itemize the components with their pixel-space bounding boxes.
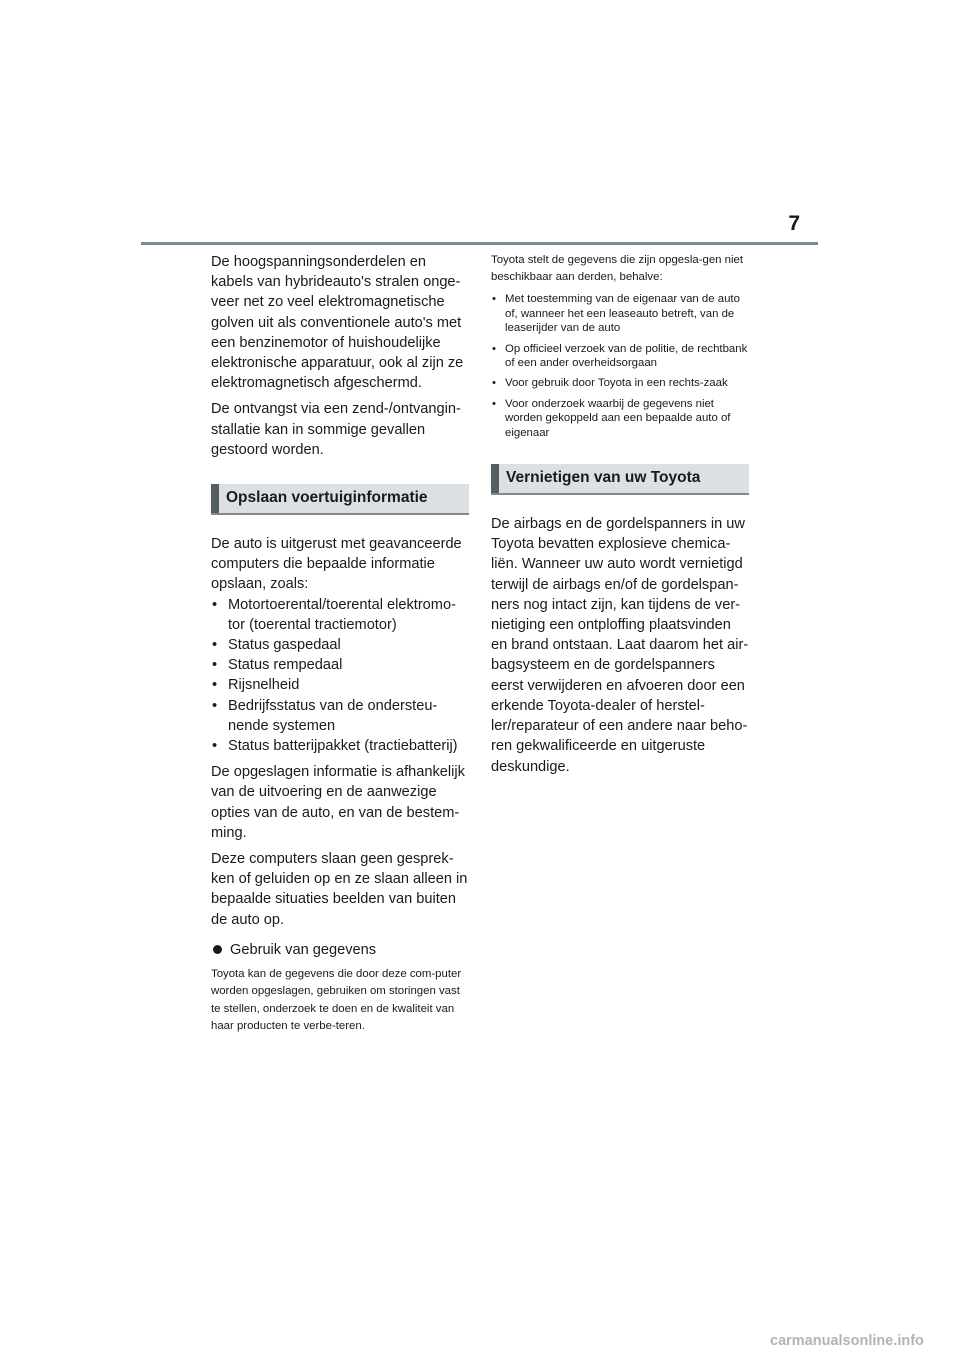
exceptions-list	[491, 292, 749, 440]
section-heading-vernietigen	[491, 464, 749, 495]
section-heading-title: Opslaan voertuiginformatie	[226, 489, 428, 507]
list-item: • Met toestemming van de eigenaar van de auto of, wanneer het een leaseauto betreft, van de leaserijder van de auto	[491, 292, 749, 335]
section-intro: De auto is uitgerust met geavanceerde computers die bepaalde informatie opslaan, zoals:	[211, 536, 462, 593]
section-paragraph: De airbags en de gordelspanners in uw Toyota bevatten explosieve chemica-liën. Wanneer uw auto wordt vernietigd terwijl de airbags en/of de gordelspan-ners nog intact zijn, kan tijdens de ver-nietiging een ontploffing plaatsvinden en brand ontstaan. Laat daarom het air-bagsysteem en de gordelspanners eerst verwijderen en afvoeren door een erkende Toyota-dealer of herstel-ler/reparateur of een andere naar beho-ren gekwalificeerde en uitgeruste deskundige.	[491, 516, 749, 775]
exceptions-intro: Toyota stelt de gegevens die zijn opgesla-gen niet beschikbaar aan derden, behalve:	[491, 254, 744, 284]
subheading	[211, 940, 469, 960]
list-item: • Status rempedaal	[211, 655, 469, 675]
subheading-text: Toyota kan de gegevens die door deze com-puter worden opgeslagen, gebruiken om storingen vast te stellen, onderzoek te doen en de kwaliteit van haar producten te verbe-teren.	[211, 968, 462, 1032]
intro-paragraph: De hoogspanningsonderdelen en kabels van hybrideauto's stralen onge-veer net zo veel elektromagnetische golven uit als conventionele auto's met een benzinemotor of huishoudelijke elektronische apparatuur, ook al zijn ze elektromagnetisch afgeschermd.	[211, 254, 464, 392]
header-rule	[141, 242, 818, 245]
list-item: • Motortoerental/toerental elektromo-tor (toerental tractiemotor)	[211, 595, 469, 635]
section-heading-title: Vernietigen van uw Toyota	[506, 469, 701, 487]
list-item: • Bedrijfsstatus van de ondersteu-nende systemen	[211, 696, 469, 736]
watermark: carmanualsonline.info	[770, 1333, 924, 1349]
list-item: • Voor gebruik door Toyota in een rechts-zaak	[491, 376, 749, 390]
list-item: • Status gaspedaal	[211, 635, 469, 655]
list-item: • Op officieel verzoek van de politie, de rechtbank of een ander overheidsorgaan	[491, 342, 749, 371]
section-heading-opslaan	[211, 484, 469, 515]
list-item: • Rijsnelheid	[211, 675, 469, 695]
stored-info-list	[211, 595, 469, 757]
page-number: 7	[788, 212, 800, 235]
list-item: • Status batterijpakket (tractiebatterij)	[211, 736, 469, 756]
section-heading-bar	[211, 484, 219, 513]
right-column	[491, 252, 749, 783]
left-column	[211, 252, 469, 1041]
intro-paragraph: De ontvangst via een zend-/ontvangin-stallatie kan in sommige gevallen gestoord worden.	[211, 401, 461, 458]
section-paragraph: Deze computers slaan geen gesprek-ken of geluiden op en ze slaan alleen in bepaalde situaties beelden van buiten de auto op.	[211, 851, 468, 928]
section-paragraph: De opgeslagen informatie is afhankelijk van de uitvoering en de aanwezige opties van de auto, en van de bestem-ming.	[211, 764, 465, 841]
subheading-label: Gebruik van gegevens	[230, 941, 377, 958]
list-item: • Voor onderzoek waarbij de gegevens niet worden gekoppeld aan een bepaalde auto of eigenaar	[491, 397, 749, 440]
section-heading-bar	[491, 464, 499, 493]
bullet-dot-icon	[213, 945, 222, 954]
